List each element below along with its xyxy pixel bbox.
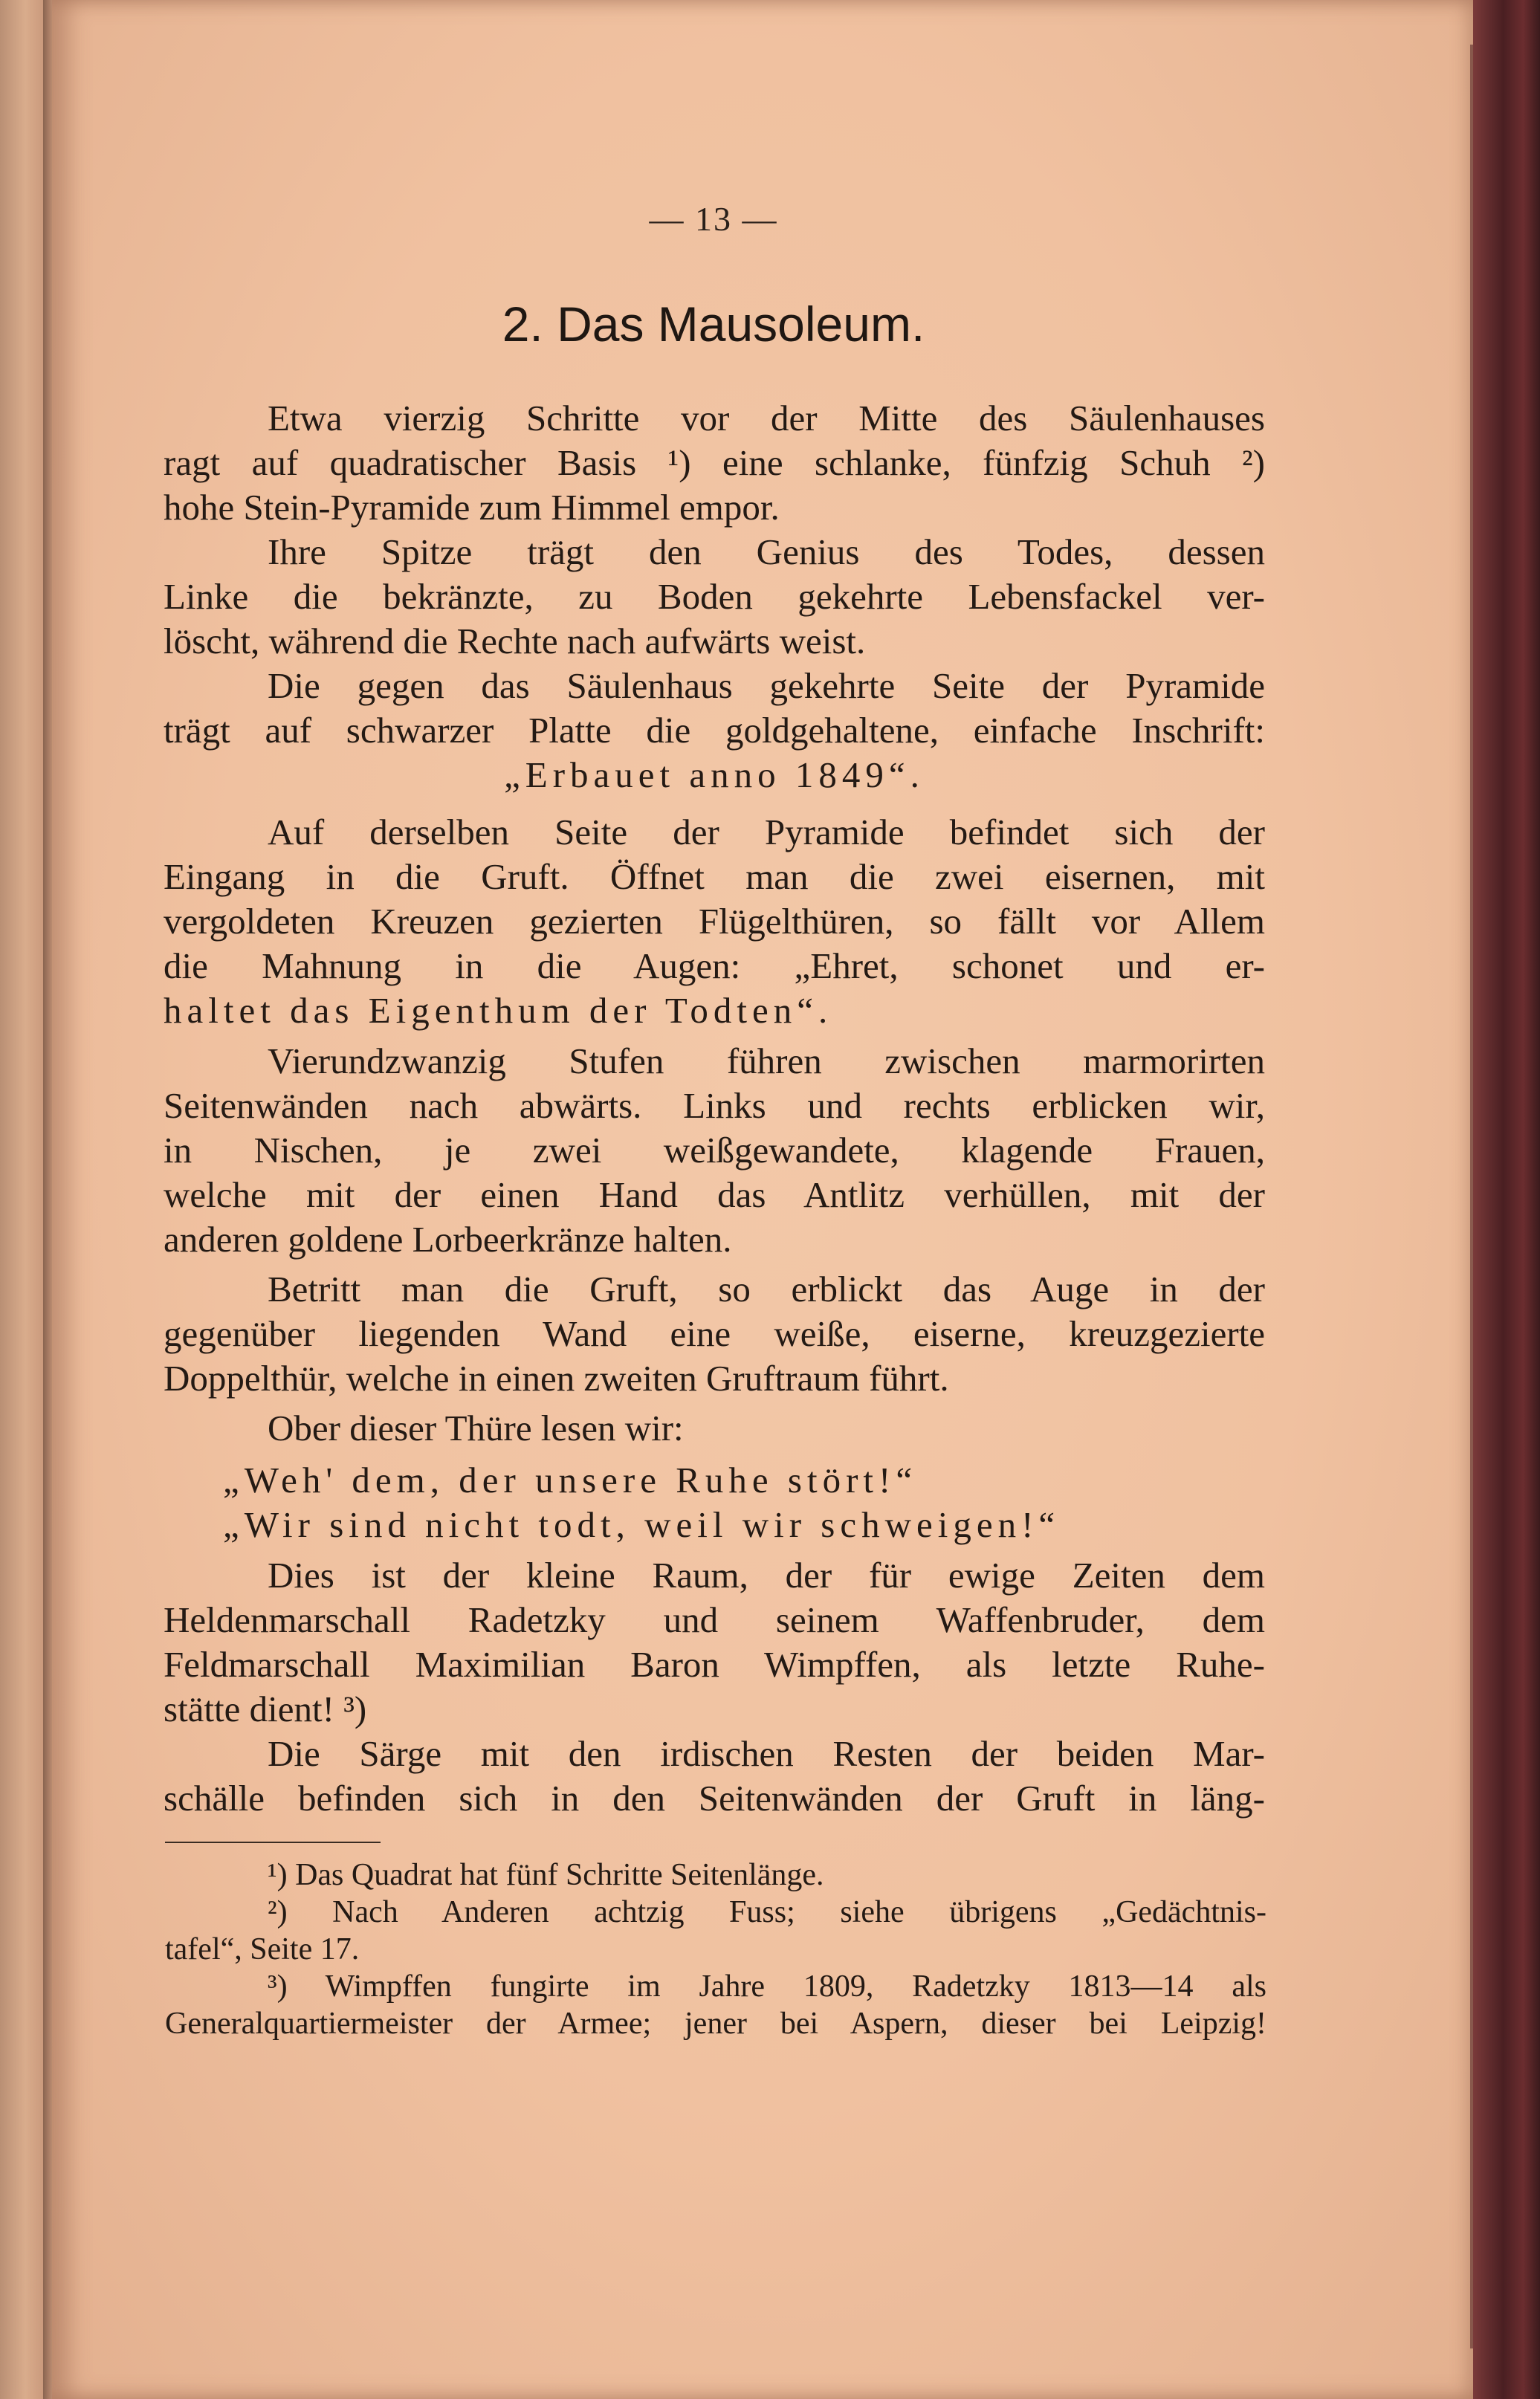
- footnote-line: ²) Nach Anderen achtzig Fuss; siehe übrigens „Gedächtnis-: [268, 1895, 1266, 1929]
- text-line: Die Särge mit den irdischen Resten der beiden Mar-: [268, 1733, 1265, 1774]
- quote-line: „Wir sind nicht todt, weil wir schweigen!“: [223, 1504, 1061, 1545]
- text-line: die Mahnung in die Augen: „Ehret, schonet und er-: [164, 945, 1265, 986]
- text-line: Etwa vierzig Schritte vor der Mitte des Säulenhauses: [268, 398, 1265, 438]
- book-cover-edge: [1473, 0, 1540, 2399]
- footnote-rule: [165, 1842, 381, 1843]
- text-line: Auf derselben Seite der Pyramide befindet sich der: [268, 812, 1265, 852]
- text-line: in Nischen, je zwei weißgewandete, klagende Frauen,: [164, 1130, 1265, 1171]
- text-line: Linke die bekränzte, zu Boden gekehrte Lebensfackel ver-: [164, 576, 1265, 617]
- footnote-line: tafel“, Seite 17.: [165, 1932, 360, 1966]
- footnote-line: Generalquartiermeister der Armee; jener bei Aspern, dieser bei Leipzig!: [165, 2007, 1266, 2041]
- text-line: löscht, während die Rechte nach aufwärts weist.: [164, 621, 866, 661]
- text-line: Ober dieser Thüre lesen wir:: [268, 1408, 684, 1448]
- text-line: vergoldeten Kreuzen gezierten Flügelthüren, so fällt vor Allem: [164, 901, 1265, 942]
- footnote-line: ³) Wimpffen fungirte im Jahre 1809, Radetzky 1813—14 als: [268, 1969, 1266, 2004]
- text-line: Feldmarschall Maximilian Baron Wimpffen, als letzte Ruhe-: [164, 1644, 1265, 1685]
- text-line: Seitenwänden nach abwärts. Links und rechts erblicken wir,: [164, 1085, 1265, 1126]
- text-line: Die gegen das Säulenhaus gekehrte Seite der Pyramide: [268, 665, 1265, 706]
- text-line: Eingang in die Gruft. Öffnet man die zwei eisernen, mit: [164, 856, 1265, 897]
- text-line: trägt auf schwarzer Platte die goldgehaltene, einfache Inschrift:: [164, 710, 1265, 751]
- text-line: Betritt man die Gruft, so erblickt das Auge in der: [268, 1269, 1265, 1309]
- text-line: schälle befinden sich in den Seitenwänden der Gruft in läng-: [164, 1778, 1265, 1819]
- text-line: hohe Stein-Pyramide zum Himmel empor.: [164, 487, 780, 528]
- footnote-line: ¹) Das Quadrat hat fünf Schritte Seitenlänge.: [268, 1858, 824, 1892]
- text-line: anderen goldene Lorbeerkränze halten.: [164, 1219, 732, 1260]
- text-line: welche mit der einen Hand das Antlitz verhüllen, mit der: [164, 1174, 1265, 1215]
- text-line: Vierundzwanzig Stufen führen zwischen marmorirten: [268, 1040, 1265, 1081]
- text-line: haltet das Eigenthum der Todten“.: [164, 990, 833, 1031]
- chapter-heading: 2. Das Mausoleum.: [502, 297, 925, 352]
- text-line: ragt auf quadratischer Basis ¹) eine schlanke, fünfzig Schuh ²): [164, 442, 1265, 483]
- text-line: gegenüber liegenden Wand eine weiße, eiserne, kreuzgezierte: [164, 1313, 1265, 1354]
- inscription-line: „Erbauet anno 1849“.: [504, 754, 925, 795]
- text-line: stätte dient! ³): [164, 1689, 367, 1729]
- text-line: Dies ist der kleine Raum, der für ewige Zeiten dem: [268, 1555, 1265, 1596]
- facing-page-edge: [0, 0, 46, 2399]
- quote-line: „Weh' dem, der unsere Ruhe stört!“: [223, 1460, 918, 1500]
- text-line: Heldenmarschall Radetzky und seinem Waffenbruder, dem: [164, 1599, 1265, 1640]
- page-number: — 13 —: [649, 200, 778, 238]
- text-line: Ihre Spitze trägt den Genius des Todes, dessen: [268, 531, 1265, 572]
- text-line: Doppelthür, welche in einen zweiten Gruftraum führt.: [164, 1358, 949, 1399]
